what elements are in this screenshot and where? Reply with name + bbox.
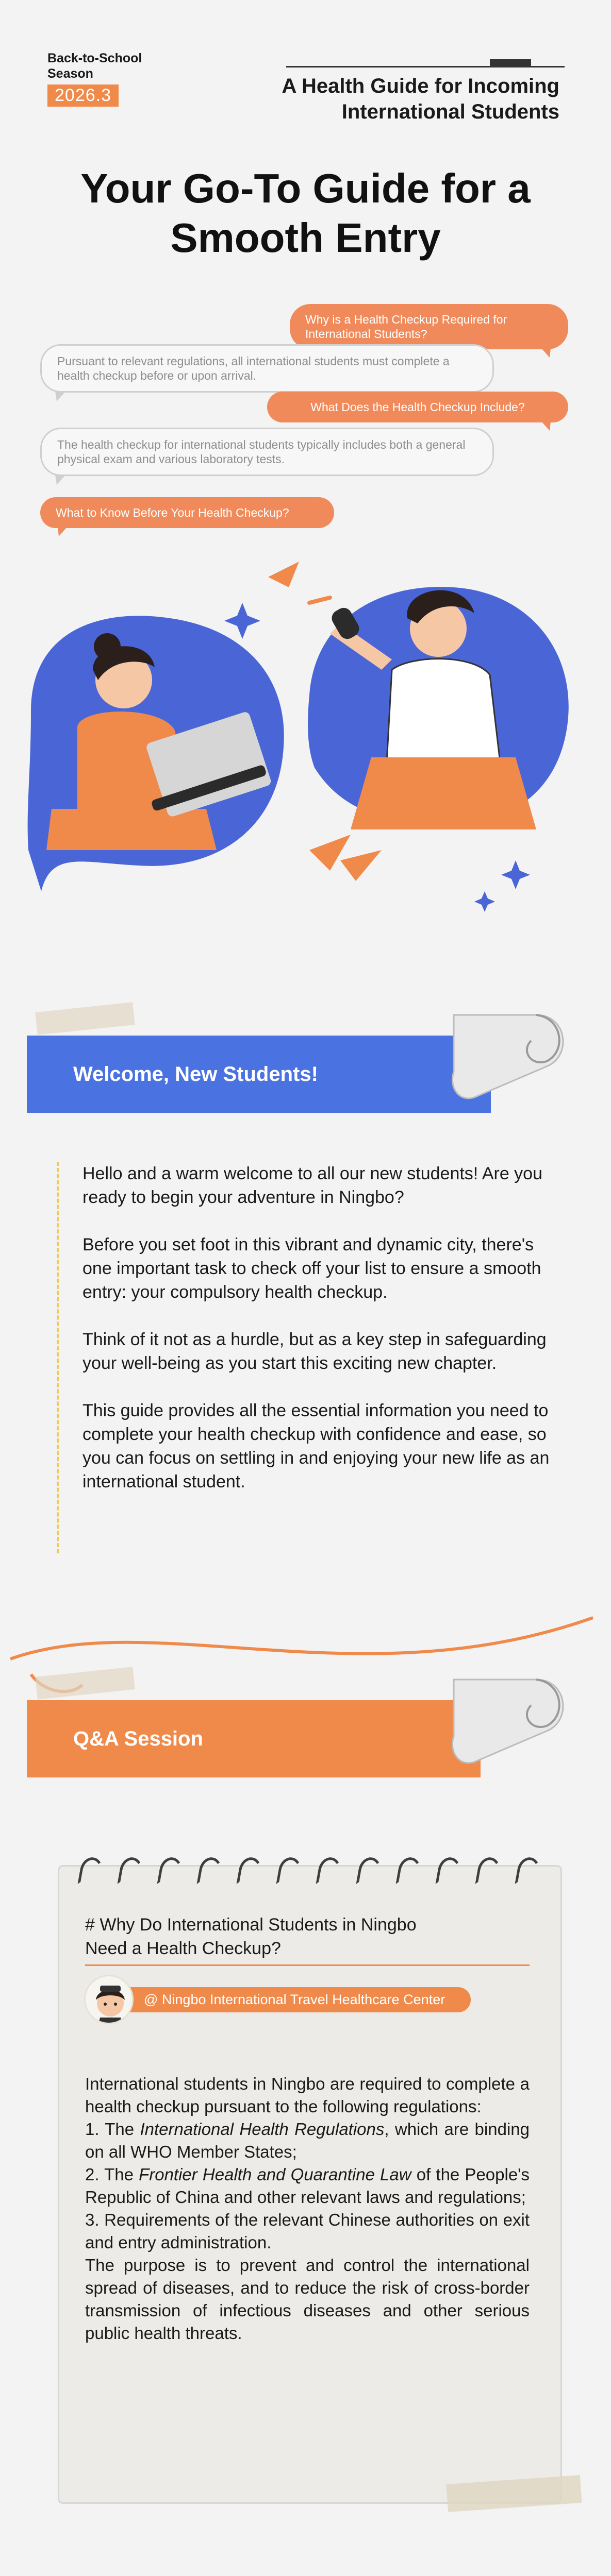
answer-line: International students in Ningbo are required to complete a health checkup pursuant to the following regulations: [85, 2074, 530, 2116]
welcome-text [82, 1162, 567, 1517]
bubble-text: What Does the Health Checkup Include? [310, 400, 525, 414]
welcome-paragraph: Before you set foot in this vibrant and dynamic city, there's one important task to check off your list to ensure a smooth entry: your compulsory health checkup. [82, 1235, 541, 1302]
bubble-answer-2 [40, 428, 494, 476]
welcome-banner-title: Welcome, New Students! [73, 1062, 318, 1086]
season-year: 2026.3 [47, 84, 119, 107]
header-decor-block [490, 59, 531, 66]
tape-decor [35, 1002, 135, 1035]
card-divider [85, 1964, 530, 1966]
bubble-text: Why is a Health Checkup Required for International Students? [305, 313, 507, 341]
bubble-text: Pursuant to relevant regulations, all international students must complete a health checkup before or upon arrival. [57, 354, 450, 382]
doctor-avatar-icon [84, 1975, 134, 2024]
tape-decor [446, 2475, 582, 2512]
answer-line: The purpose is to prevent and control the international spread of diseases, and to reduce the risk of cross-border transmission of infectious diseases and other serious public health threats. [85, 2256, 530, 2343]
dashed-guide-line [57, 1162, 59, 1553]
season-label: Back-to-School Season [47, 51, 142, 81]
bubble-text: What to Know Before Your Health Checkup? [56, 506, 289, 519]
notebook-rings [80, 1857, 540, 1888]
main-title-text: Your Go-To Guide for a Smooth Entry [80, 165, 531, 261]
bubble-question-1 [290, 304, 568, 349]
header-divider [286, 66, 565, 67]
welcome-banner [27, 1036, 491, 1113]
card-question: # Why Do International Students in Ningbo Need a Health Checkup? [85, 1915, 417, 1958]
answer-line: 1. The International Health Regulations, which are binding on all WHO Member States; [85, 2120, 530, 2161]
main-title [0, 164, 611, 263]
qa-banner [27, 1700, 481, 1777]
card-answer [85, 2073, 530, 2345]
source-label: @ Ningbo International Travel Healthcare Center [118, 1987, 471, 2012]
welcome-paragraph: This guide provides all the essential information you need to complete your health checkup with confidence and ease, so you can focus on settling in and enjoying your new life as an international student. [82, 1401, 550, 1492]
bubble-question-2 [267, 392, 568, 422]
source-badge [84, 1975, 471, 2024]
season-block [47, 50, 151, 107]
header-title: A Health Guide for Incoming International Students [282, 75, 559, 123]
qa-card-1 [58, 1865, 562, 2504]
welcome-paragraph: Think of it not as a hurdle, but as a key step in safeguarding your well-being as you start this exciting new chapter. [82, 1330, 547, 1373]
answer-line: 3. Requirements of the relevant Chinese authorities on exit and entry administration. [85, 2210, 530, 2252]
bubble-question-3 [40, 497, 334, 528]
bubble-text: The health checkup for international students typically includes both a general physical exam and various laboratory tests. [57, 438, 466, 466]
answer-line: 2. The Frontier Health and Quarantine Law of the People's Republic of China and other relevant laws and regulations; [85, 2165, 530, 2207]
scroll-curl-icon [443, 994, 577, 1113]
scroll-curl-icon [443, 1659, 577, 1777]
students-illustration [21, 541, 588, 943]
qa-banner-title: Q&A Session [73, 1727, 203, 1750]
bubble-answer-1 [40, 344, 494, 393]
welcome-paragraph: Hello and a warm welcome to all our new students! Are you ready to begin your adventure in Ningbo? [82, 1164, 543, 1207]
